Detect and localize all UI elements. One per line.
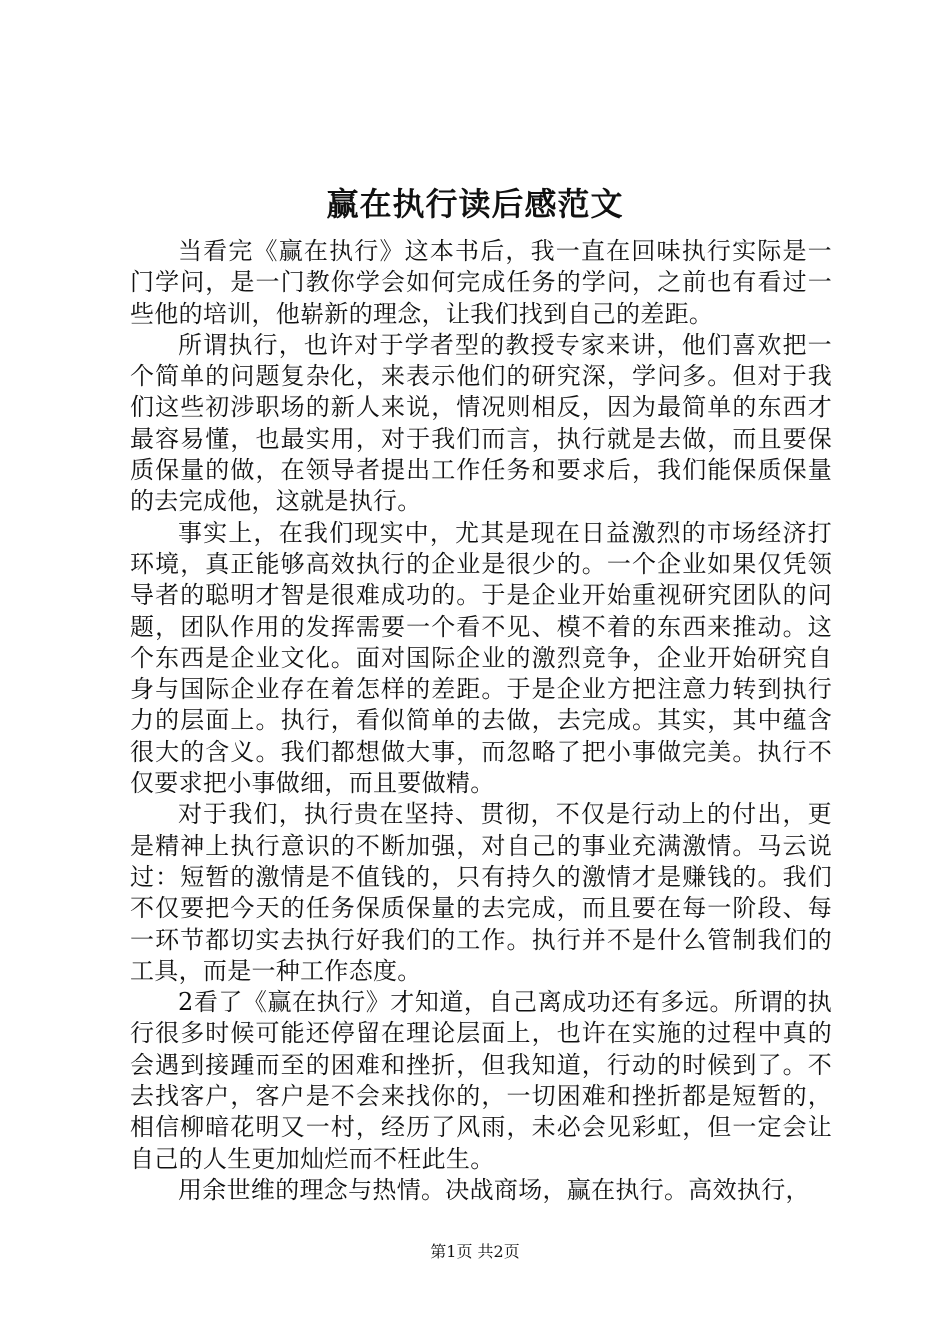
document-body — [130, 236, 832, 1206]
paragraph-3: 事实上，在我们现实中，尤其是现在日益激烈的市场经济打环境，真正能够高效执行的企业是很少的。一个企业如果仅凭领导者的聪明才智是很难成功的。于是企业开始重视研究团队的问题，团队作用的发挥需要一个看不见、模不着的东西来推动。这个东西是企业文化。面对国际企业的激烈竞争，企业开始研究自身与国际企业存在着怎样的差距。于是企业方把注意力转到执行力的层面上。执行，看似简单的去做，去完成。其实，其中蕴含很大的含义。我们都想做大事，而忽略了把小事做完美。执行不仅要求把小事做细，而且要做精。 — [130, 518, 832, 798]
paragraph-2: 所谓执行，也许对于学者型的教授专家来讲，他们喜欢把一个简单的问题复杂化，来表示他们的研究深，学问多。但对于我们这些初涉职场的新人来说，情况则相反，因为最简单的东西才最容易懂，也最实用，对于我们而言，执行就是去做，而且要保质保量的做，在领导者提出工作任务和要求后，我们能保质保量的去完成他，这就是执行。 — [130, 330, 832, 516]
page-number-footer: 第1页 共2页 — [430, 1242, 520, 1261]
document-title: 赢在执行读后感范文 — [326, 185, 624, 223]
paragraph-4: 对于我们，执行贵在坚持、贯彻，不仅是行动上的付出，更是精神上执行意识的不断加强，对自己的事业充满激情。马云说过：短暂的激情是不值钱的，只有持久的激情才是赚钱的。我们不仅要把今天的任务保质保量的去完成，而且要在每一阶段、每一环节都切实去执行好我们的工作。执行并不是什么管制我们的工具，而是一种工作态度。 — [130, 800, 832, 985]
paragraph-5: 2看了《赢在执行》才知道，自己离成功还有多远。所谓的执行很多时候可能还停留在理论层面上，也许在实施的过程中真的会遇到接踵而至的困难和挫折，但我知道，行动的时候到了。不去找客户，客户是不会来找你的，一切困难和挫折都是短暂的，相信柳暗花明又一村，经历了风雨，未必会见彩虹，但一定会让自己的人生更加灿烂而不枉此生。 — [130, 988, 832, 1173]
paragraph-1: 当看完《赢在执行》这本书后，我一直在回味执行实际是一门学问，是一门教你学会如何完成任务的学问，之前也有看过一些他的培训，他崭新的理念，让我们找到自己的差距。 — [130, 237, 832, 328]
paragraph-6: 用余世维的理念与热情。决战商场，赢在执行。高效执行， — [178, 1175, 810, 1204]
